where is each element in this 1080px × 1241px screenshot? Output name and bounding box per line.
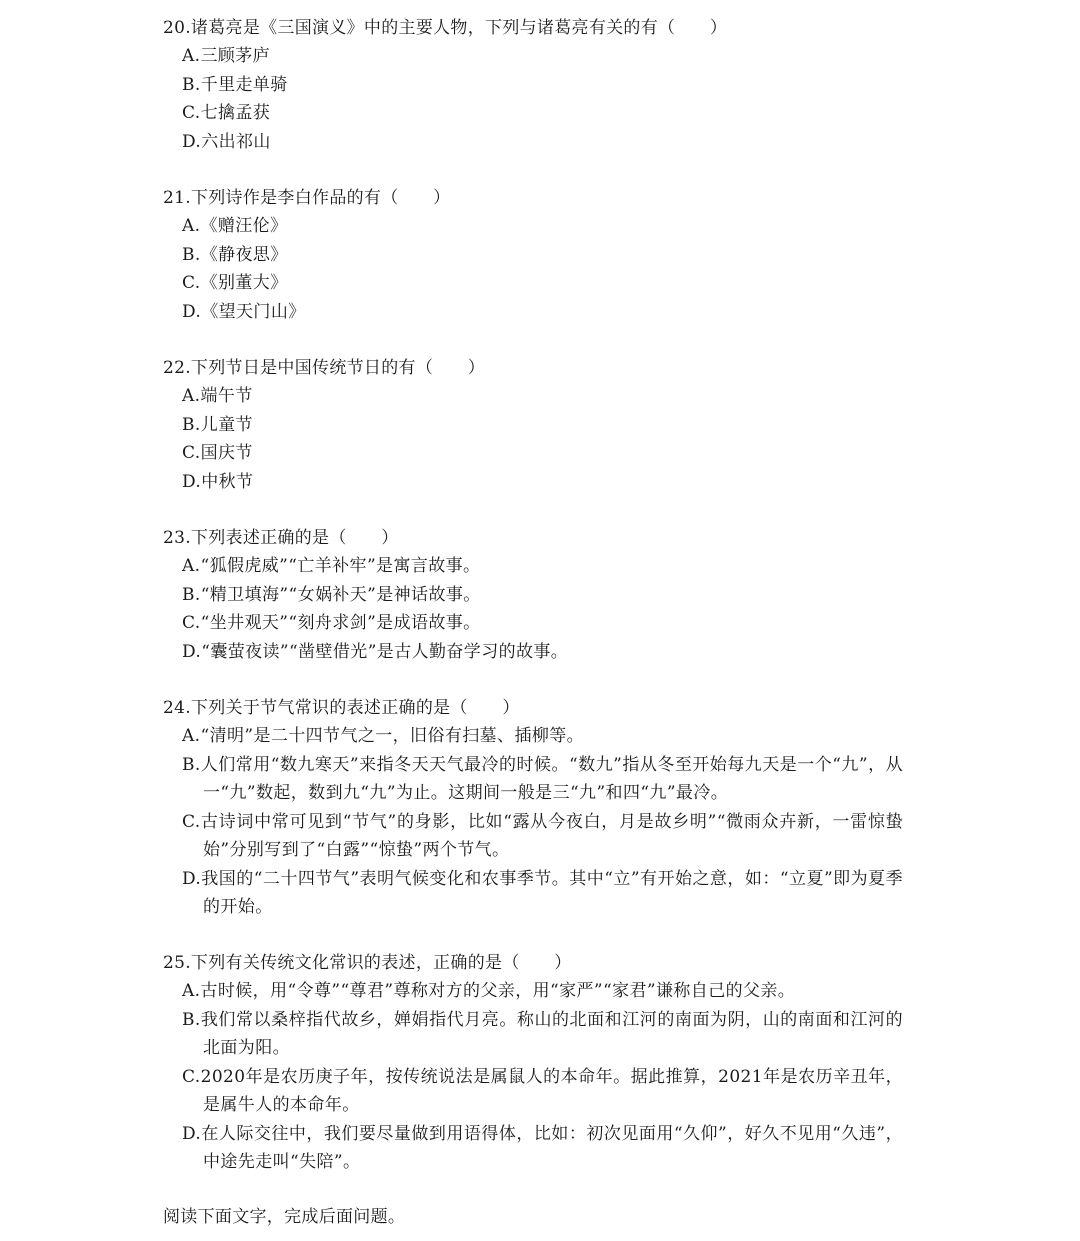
question-stem: 22.下列节日是中国传统节日的有（ ）	[163, 358, 486, 378]
option-a: A.古时候，用“令尊”“尊君”尊称对方的父亲，用“家严”“家君”谦称自己的父亲。	[182, 981, 796, 1001]
option-c: C.《别董大》	[182, 273, 288, 293]
option-c: C.“坐井观天”“刻舟求剑”是成语故事。	[182, 613, 481, 633]
option-b: B.我们常以桑梓指代故乡，婵娟指代月亮。称山的北面和江河的南面为阴，山的南面和江河的北面为阳。	[182, 1009, 903, 1058]
option-c: C.古诗词中常可见到“节气”的身影，比如“露从今夜白，月是故乡明”“微雨众卉新，一雷惊蛰始”分别写到了“白露”“惊蛰”两个节气。	[182, 811, 903, 860]
question-24	[163, 694, 923, 922]
option-a: A.端午节	[182, 386, 253, 406]
option-b: B.《静夜思》	[182, 244, 288, 265]
option-b: B.“精卫填海”“女娲补天”是神话故事。	[182, 584, 481, 605]
question-22	[163, 354, 923, 496]
option-b: B.儿童节	[182, 414, 253, 435]
option-a: A.《赠汪伦》	[182, 216, 288, 236]
option-d: D.“囊萤夜读”“凿壁借光”是古人勤奋学习的故事。	[182, 641, 569, 662]
option-b: B.千里走单骑	[182, 74, 288, 95]
option-d: D.在人际交往中，我们要尽量做到用语得体，比如：初次见面用“久仰”，好久不见用“久违”，中途先走叫“失陪”。	[182, 1123, 903, 1172]
question-25	[163, 949, 923, 1177]
question-21	[163, 184, 923, 326]
option-b: B.人们常用“数九寒天”来指冬天天气最冷的时候。“数九”指从冬至开始每九天是一个“九”，从一“九”数起，数到九“九”为止。这期间一般是三“九”和四“九”最冷。	[182, 754, 903, 803]
question-stem: 25.下列有关传统文化常识的表述，正确的是（ ）	[163, 953, 572, 973]
question-stem: 21.下列诗作是李白作品的有（ ）	[163, 188, 451, 208]
option-d: D.中秋节	[182, 471, 254, 492]
option-d: D.《望天门山》	[182, 301, 306, 322]
option-c: C.国庆节	[182, 443, 253, 463]
reading-instruction: 阅读下面文字，完成后面问题。	[163, 1207, 406, 1227]
option-a: A.“清明”是二十四节气之一，旧俗有扫墓、插柳等。	[182, 726, 585, 746]
question-stem: 20.诸葛亮是《三国演义》中的主要人物，下列与诸葛亮有关的有（ ）	[163, 18, 728, 38]
option-d: D.我国的“二十四节气”表明气候变化和农事季节。其中“立”有开始之意，如：“立夏”即为夏季的开始。	[182, 868, 903, 917]
question-stem: 24.下列关于节气常识的表述正确的是（ ）	[163, 698, 520, 718]
option-d: D.六出祁山	[182, 131, 271, 152]
question-20	[163, 14, 923, 156]
option-a: A.三顾茅庐	[182, 46, 271, 66]
option-c: C.七擒孟获	[182, 103, 271, 123]
option-a: A.“狐假虎威”“亡羊补牢”是寓言故事。	[182, 556, 481, 576]
option-c: C.2020年是农历庚子年，按传统说法是属鼠人的本命年。据此推算，2021年是农历辛丑年，是属牛人的本命年。	[182, 1066, 903, 1115]
question-23	[163, 524, 923, 666]
question-stem: 23.下列表述正确的是（ ）	[163, 528, 399, 548]
